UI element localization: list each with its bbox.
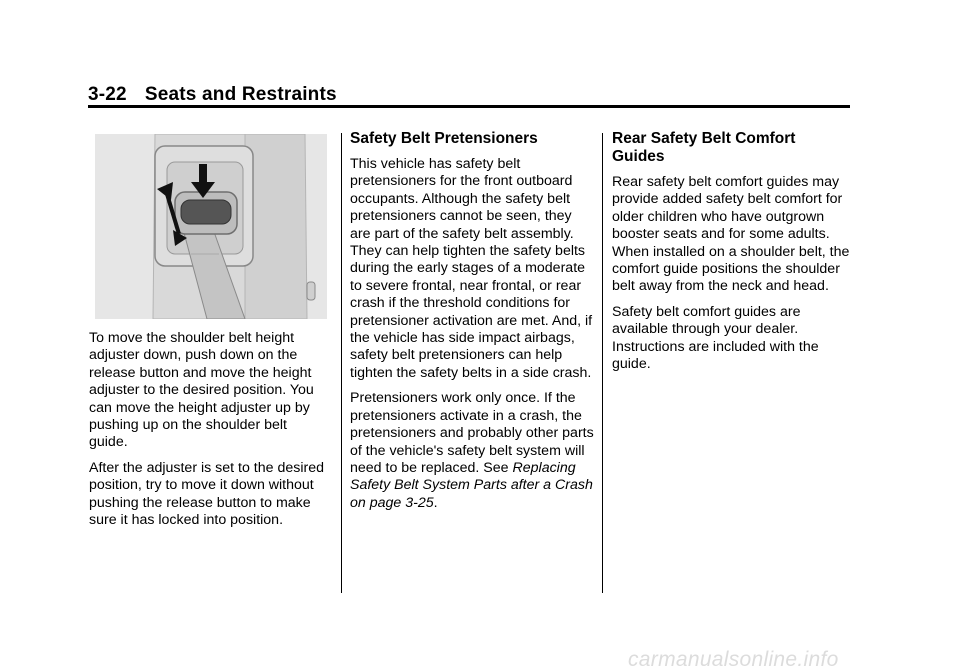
section-title: Seats and Restraints — [144, 84, 337, 105]
section-heading: Rear Safety Belt Comfort Guides — [612, 130, 796, 165]
column-right — [612, 130, 852, 381]
cross-reference-link[interactable]: Replacing Safety Belt System Parts after a Crash on page 3-25 — [350, 459, 593, 511]
sentence-end: . — [433, 494, 438, 511]
watermark: carmanualsonline.info — [628, 648, 839, 671]
paragraph — [350, 390, 594, 512]
paragraph-text: Pretensioners work only once. If the pretensioners activate in a crash, the pretensioners and probably other parts of the vehicle's safety belt system will need to be replaced. See — [350, 390, 594, 476]
page-number: 3-22 — [88, 84, 127, 105]
header-rule — [88, 105, 850, 108]
column-middle — [350, 130, 594, 520]
column-divider — [341, 133, 342, 593]
belt-adjuster-drawing — [95, 134, 327, 319]
paragraph: Rear safety belt comfort guides may provide added safety belt comfort for older children who have outgrown booster seats and for some adults. When installed on a shoulder belt, the comfort guide positions the shoulder belt away from the neck and head. — [612, 174, 850, 295]
column-divider — [602, 133, 603, 593]
column-left — [89, 330, 329, 537]
shoulder-belt-adjuster-illustration — [95, 134, 327, 319]
paragraph: Safety belt comfort guides are available through your dealer. Instructions are included with the guide. — [612, 303, 819, 373]
paragraph: This vehicle has safety belt pretensioners for the front outboard occupants. Although the safety belt pretensioners cannot be seen, they are part of the safety belt assembly. They can help tighten the safety belts during the early stages of a moderate to severe frontal, near frontal, or rear crash if the threshold conditions for pretensioner activation are met. And, if the vehicle has side impact airbags, safety belt pretensioners can help tighten the safety belts in a side crash. — [350, 156, 593, 381]
paragraph: After the adjuster is set to the desired position, try to move it down without pushing the release button to make sure it has locked into position. — [89, 459, 325, 529]
paragraph: To move the shoulder belt height adjuster down, push down on the release button and move the height adjuster to the desired position. You can move the height adjuster up by pushing up on the shoulder belt guide. — [89, 330, 314, 451]
section-heading: Safety Belt Pretensioners — [350, 130, 538, 147]
page-header — [88, 84, 337, 106]
